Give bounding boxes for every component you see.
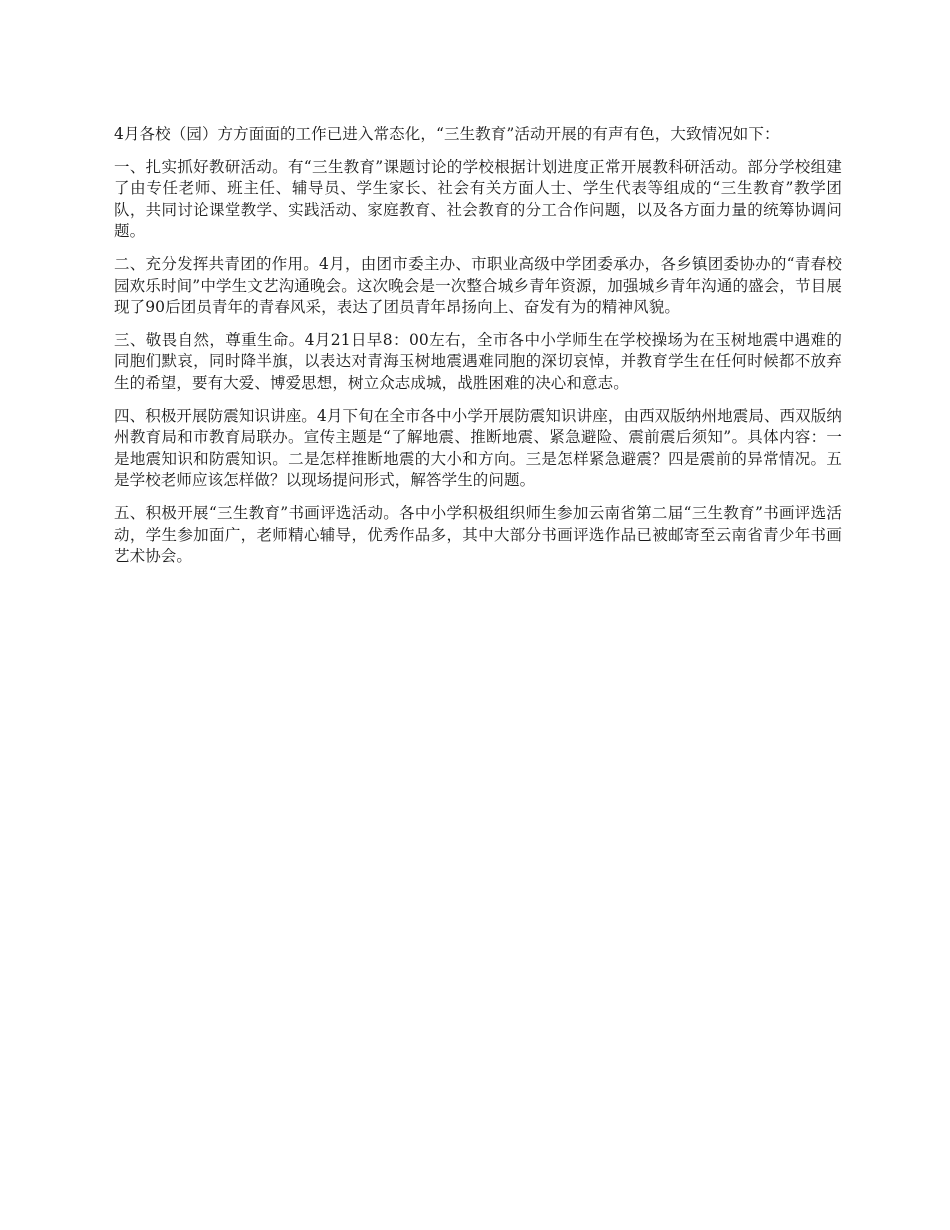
- intro-paragraph: 4月各校（园）方方面面的工作已进入常态化，“三生教育”活动开展的有声有色，大致情况如下：: [114, 125, 780, 143]
- section-2-paragraph: 二、充分发挥共青团的作用。4月，由团市委主办、市职业高级中学团委承办，各乡镇团委协办的“青春校园欢乐时间”中学生文艺沟通晚会。这次晚会是一次整合城乡青年资源，加强城乡青年沟通的盛会，节目展现了90后团员青年的青春风采，表达了团员青年昂扬向上、奋发有为的精神风貌。: [114, 254, 842, 317]
- section-1-paragraph: 一、扎实抓好教研活动。有“三生教育”课题讨论的学校根据计划进度正常开展教科研活动。部分学校组建了由专任老师、班主任、辅导员、学生家长、社会有关方面人士、学生代表等组成的“三生教育”教学团队，共同讨论课堂教学、实践活动、家庭教育、社会教育的分工合作问题，以及各方面力量的统筹协调问题。: [114, 157, 842, 241]
- section-3-paragraph: 三、敬畏自然，尊重生命。4月21日早8：00左右，全市各中小学师生在学校操场为在玉树地震中遇难的同胞们默哀，同时降半旗，以表达对青海玉树地震遇难同胞的深切哀悼，并教育学生在任何时候都不放弃生的希望，要有大爱、博爱思想，树立众志成城，战胜困难的决心和意志。: [114, 330, 842, 392]
- section-5-paragraph: 五、积极开展“三生教育”书画评选活动。各中小学积极组织师生参加云南省第二届“三生教育”书画评选活动，学生参加面广，老师精心辅导，优秀作品多，其中大部分书画评选作品已被邮寄至云南省青少年书画艺术协会。: [114, 503, 842, 566]
- section-4-paragraph: 四、积极开展防震知识讲座。4月下旬在全市各中小学开展防震知识讲座，由西双版纳州地震局、西双版纳州教育局和市教育局联办。宣传主题是“了解地震、推断地震、紧急避险、震前震后须知”。具体内容：一是地震知识和防震知识。二是怎样推断地震的大小和方向。三是怎样紧急避震？四是震前的异常情况。五是学校老师应该怎样做？以现场提问形式，解答学生的问题。: [114, 406, 842, 490]
- document-body: [114, 124, 842, 579]
